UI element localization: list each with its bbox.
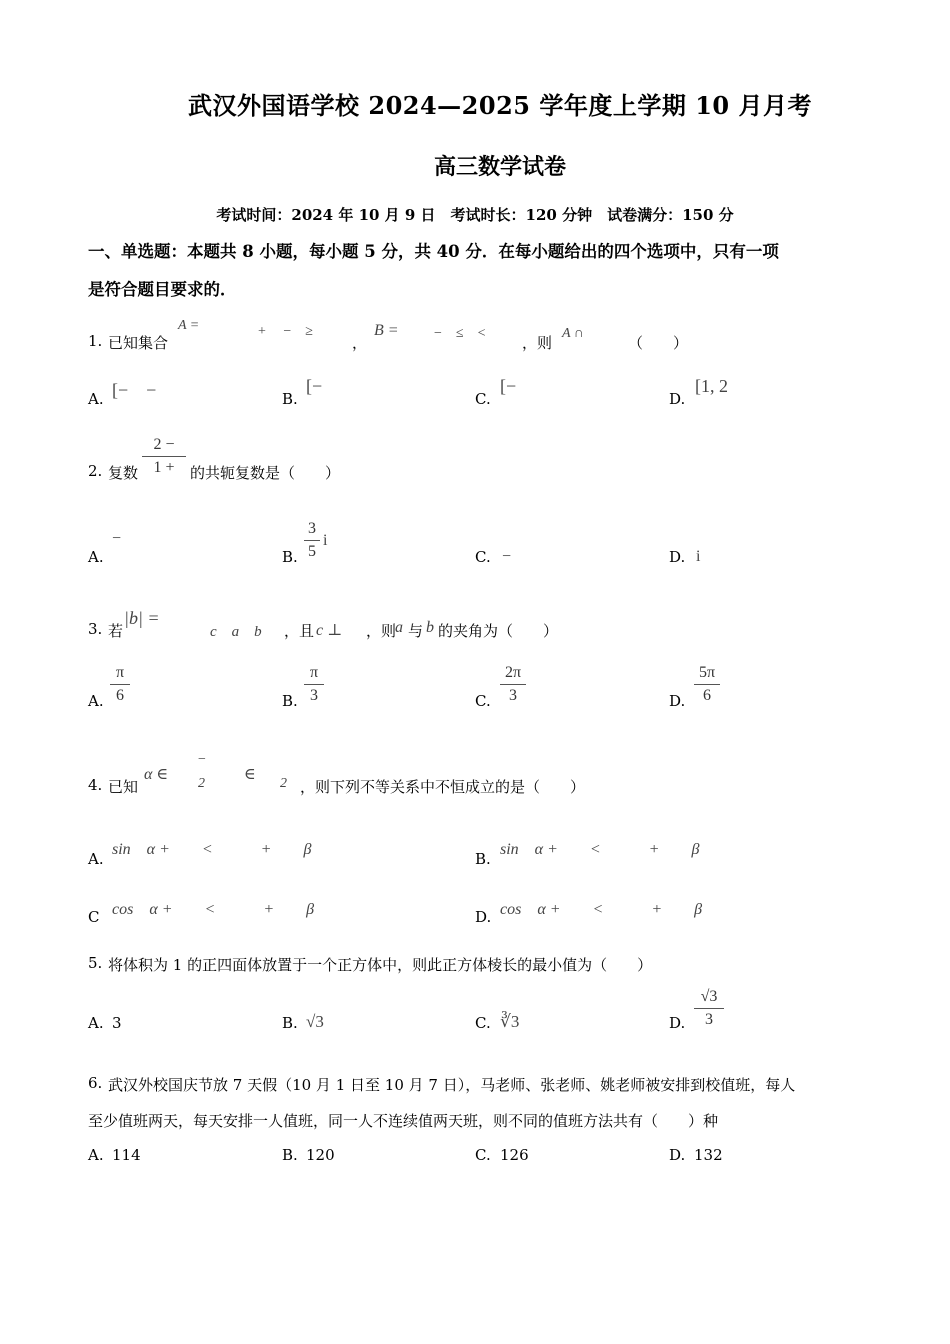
q5-option-c-label: C. bbox=[475, 1014, 491, 1032]
section-heading-line2: 是符合题目要求的． bbox=[88, 280, 237, 299]
q6-option-d-label: D. bbox=[669, 1146, 686, 1164]
q1-option-b-math: [− bbox=[306, 376, 323, 396]
q5-option-d-fraction: √3 3 bbox=[694, 988, 724, 1029]
q3-suffix: 的夹角为（ ） bbox=[438, 622, 559, 640]
q1-option-c-label: C. bbox=[475, 390, 491, 408]
q4-bar-1: − bbox=[198, 752, 206, 767]
q6-line1: 武汉外校国庆节放 7 天假（10 月 1 日至 10 月 7 日），马老师、张老师、姚老师被安排到校值班，每人 bbox=[108, 1076, 796, 1094]
q3-expr2: c a b bbox=[210, 624, 262, 640]
q4-expr2: ∈ bbox=[244, 766, 256, 783]
q4-option-d-label: D. bbox=[475, 908, 492, 926]
exam-subtitle: 高三数学试卷 bbox=[433, 154, 566, 180]
q6-number: 6. bbox=[88, 1074, 103, 1092]
q1-set-b-tail: − ≤ < bbox=[434, 326, 486, 341]
q1-set-a-tail: + − ≥ bbox=[258, 324, 313, 339]
q6-option-b-value: 120 bbox=[306, 1146, 335, 1164]
q5-option-b-math: √3 bbox=[306, 1012, 324, 1031]
q1-option-a-label: A. bbox=[88, 390, 104, 408]
q3-prefix: 若 bbox=[108, 622, 124, 640]
q3-option-b-fraction: π 3 bbox=[304, 664, 324, 705]
q1-option-a-math: [− − bbox=[112, 380, 157, 400]
q5-option-a-value: 3 bbox=[112, 1014, 122, 1032]
q2-option-a-math: − bbox=[112, 530, 122, 547]
q4-den-1: 2 bbox=[198, 776, 205, 791]
q3-option-c-fraction: 2π 3 bbox=[500, 664, 526, 705]
q2-prefix: 复数 bbox=[108, 464, 139, 482]
q3-expr1: |b| = bbox=[124, 608, 160, 628]
q3-vector-a: a bbox=[395, 619, 403, 636]
q2-option-c-math: − bbox=[502, 548, 512, 565]
q1-paren: （ ） bbox=[628, 334, 689, 352]
q6-option-d-value: 132 bbox=[694, 1146, 723, 1164]
q4-suffix: ，则下列不等关系中不恒成立的是（ ） bbox=[300, 778, 586, 796]
q1-set-b: B = bbox=[374, 322, 399, 339]
q3-vector-b: b bbox=[426, 619, 434, 636]
q6-option-c-value: 126 bbox=[500, 1146, 529, 1164]
q5-number: 5. bbox=[88, 954, 103, 972]
q3-option-a-fraction: π 6 bbox=[110, 664, 130, 705]
q6-option-a-label: A. bbox=[88, 1146, 104, 1164]
q4-option-c-label: C bbox=[88, 908, 100, 926]
q3-option-d-label: D. bbox=[669, 692, 686, 710]
q3-expr3: c ⊥ bbox=[316, 622, 343, 639]
q2-option-b-unit: i bbox=[323, 532, 328, 549]
q5-option-b-label: B. bbox=[282, 1014, 298, 1032]
q6-option-b-label: B. bbox=[282, 1146, 298, 1164]
q1-option-b-label: B. bbox=[282, 390, 298, 408]
q5-option-a-label: A. bbox=[88, 1014, 104, 1032]
q5-text: 将体积为 1 的正四面体放置于一个正方体中，则此正方体棱长的最小值为（ ） bbox=[108, 956, 653, 974]
q3-mid: ，且 bbox=[284, 622, 315, 640]
q2-option-c-label: C. bbox=[475, 548, 491, 566]
q1-expr: A ∩ bbox=[562, 326, 584, 341]
q4-expr: α ∈ bbox=[144, 766, 169, 783]
q2-option-b-fraction: 3 5 bbox=[304, 520, 320, 561]
q4-prefix: 已知 bbox=[108, 778, 139, 796]
q4-option-a-label: A. bbox=[88, 850, 104, 868]
q6-option-c-label: C. bbox=[475, 1146, 491, 1164]
q5-option-c-math: ∛3 bbox=[500, 1012, 520, 1031]
q3-then: ，则 bbox=[366, 622, 397, 640]
section-heading-line1: 一、单选题：本题共 8 小题，每小题 5 分，共 40 分．在每小题给出的四个选项中，只有一项 bbox=[88, 242, 779, 261]
q2-option-b-label: B. bbox=[282, 548, 298, 566]
q6-line2: 至少值班两天，每天安排一人值班，同一人不连续值两天班，则不同的值班方法共有（ ）种 bbox=[88, 1112, 719, 1130]
q1-set-a: A = bbox=[178, 318, 200, 333]
q3-number: 3. bbox=[88, 620, 103, 638]
q4-option-c-math: cos α + < + β bbox=[112, 901, 315, 918]
q1-number: 1. bbox=[88, 332, 103, 350]
q4-option-d-math: cos α + < + β bbox=[500, 901, 703, 918]
q2-fraction: 2 − 1 + bbox=[142, 436, 186, 477]
q1-option-c-math: [− bbox=[500, 376, 517, 396]
q4-option-a-math: sin α + < + β bbox=[112, 841, 312, 858]
q1-then: ，则 bbox=[522, 334, 553, 352]
q3-option-b-label: B. bbox=[282, 692, 298, 710]
q2-option-a-label: A. bbox=[88, 548, 104, 566]
q4-option-b-label: B. bbox=[475, 850, 491, 868]
q1-comma: ， bbox=[352, 334, 368, 352]
q4-number: 4. bbox=[88, 776, 103, 794]
q5-option-d-label: D. bbox=[669, 1014, 686, 1032]
q2-option-d-math: i bbox=[696, 548, 701, 565]
q3-option-d-fraction: 5π 6 bbox=[694, 664, 720, 705]
q3-with: 与 bbox=[408, 622, 424, 640]
q1-prefix: 已知集合 bbox=[108, 334, 169, 352]
q1-option-d-label: D. bbox=[669, 390, 686, 408]
q2-option-d-label: D. bbox=[669, 548, 686, 566]
q2-suffix: 的共轭复数是（ ） bbox=[190, 464, 341, 482]
q4-den-2: 2 bbox=[280, 776, 287, 791]
q4-option-b-math: sin α + < + β bbox=[500, 841, 700, 858]
q6-option-a-value: 114 bbox=[112, 1146, 141, 1164]
exam-info: 考试时间：2024 年 10 月 9 日 考试时长：120 分钟 试卷满分：150 分 bbox=[216, 206, 734, 224]
q3-option-c-label: C. bbox=[475, 692, 491, 710]
q2-number: 2. bbox=[88, 462, 103, 480]
q1-option-d-math: [1, 2 bbox=[695, 376, 728, 396]
exam-title: 武汉外国语学校 2024—2025 学年度上学期 10 月月考 bbox=[188, 91, 812, 120]
q3-option-a-label: A. bbox=[88, 692, 104, 710]
